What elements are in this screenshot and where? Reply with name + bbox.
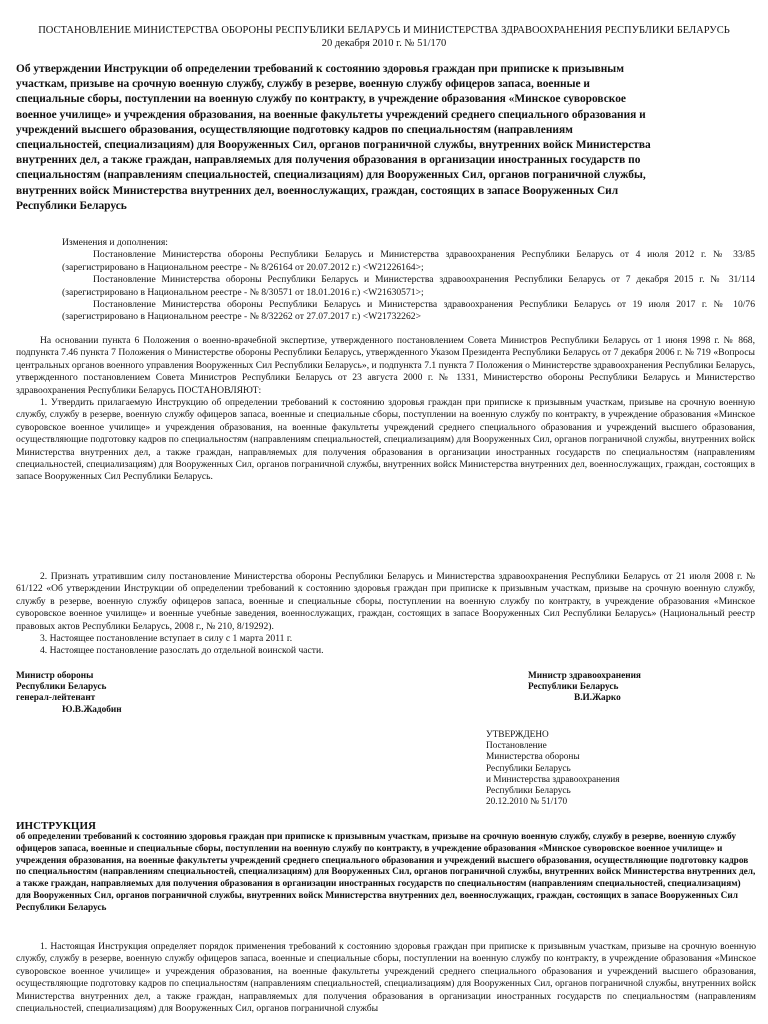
amendments-block (62, 237, 755, 324)
header-date: 20 декабря 2010 г. № 51/170 (321, 38, 447, 49)
instruction-paragraph-1: 1. Настоящая Инструкция определяет порядок применения требований к состоянию здоровья граждан при приписке к призывным участкам, призыве на срочную военную службу, службу в резерве, военную службу офицеров запаса, военные и специальные сборы, поступлении на военную службу по контракту, в учреждение образования «Минское суворовское военное училище» и учреждения образования, на военные факультеты учреждений среднего специального образования и учреждений высшего образования, осуществляющие подготовку кадров по специальностям (направлениям специальностей, специализациям) для Вооруженных Сил, органов пограничной службы, внутренних войск Министерства внутренних дел, а также граждан, направляемых для получения образования в организации иностранных государств по специальностям (направлениям специальностей, специализациям) для Вооруженных Сил, органов пограничной службы (16, 941, 756, 1015)
instruction-subtitle: об определении требований к состоянию здоровья граждан при приписке к призывным участкам, призыве на срочную военную службу, службу в резерве, военную службу офицеров запаса, военные и специальные сборы, поступлении на военную службу по контракту, в учреждение образования «Минское суворовское военное училище» и учреждения образования, на военные факультеты учреждений среднего специального образования и учреждений высшего образования, осуществляющие подготовку кадров по специальностям (направлениям специальностей, специализациям) для Вооруженных Сил, органов пограничной службы, внутренних войск Министерства внутренних дел, а также граждан, направляемых для получения образования в организации иностранных государств по специальностям (направлениям специальностей, специализациям) для Вооруженных Сил, органов пограничной службы, внутренних войск Министерства внутренних дел, военнослужащих, граждан, состоящих в запасе Вооруженных Сил Республики Беларусь (16, 832, 756, 913)
point-2-paragraph: 2. Признать утратившим силу постановление Министерства обороны Республики Беларусь и Министерства здравоохранения Республики Беларусь от 21 июля 2008 г. № 61/122 «Об утверждении Инструкции об определении требований к состоянию здоровья граждан при приписке к призывным участкам, призыве на срочную военную службу, службу в резерве, военную службу офицеров запаса, военные и специальные сборы, поступлении на военную службу по контракту, в учреждение образования «Минское суворовское военное училище» и военные учебные заведения, военнослужащих, граждан, состоящих в запасе Вооруженных Сил Республики Беларусь» (Национальный реестр правовых актов Республики Беларусь, 2008 г., № 210, 8/19292). (16, 571, 755, 632)
approval-stamp-block (486, 730, 620, 808)
signature-left-line-3: генерал-лейтенант (16, 693, 96, 704)
instruction-body (16, 941, 756, 1015)
signature-left-line-2: Республики Беларусь (16, 682, 107, 693)
signature-right-line-2: Республики Беларусь (528, 682, 619, 693)
approved-line-5: Республики Беларусь (486, 786, 571, 797)
signature-right-line-1: Министр здравоохранения (528, 671, 641, 681)
approved-line-1: Постановление (486, 741, 547, 752)
decree-subject: Об утверждении Инструкции об определении требований к состоянию здоровья граждан при приписке к призывным участкам, призыве на срочную военную службу, службу в резерве, военную службу офицеров запаса, военные и специальные сборы, поступлении на военную службу по контракту, в учреждение образования «Минское суворовское военное училище» и учреждения образования, на военные факультеты учреждений среднего специального образования и учреждений высшего образования, осуществляющие подготовку кадров по специальностям (направлениям специальностей, специализациям) для Вооруженных Сил, органов пограничной службы, внутренних войск Министерства внутренних дел, а также граждан, направляемых для получения образования в организации иностранных государств по специальностям (направлениям специальностей, специализациям) для Вооруженных Сил, органов пограничной службы, внутренних войск Министерства внутренних дел, военнослужащих, граждан, состоящих в запасе Вооруженных Сил Республики Беларусь (16, 63, 651, 212)
document-header (0, 24, 768, 50)
amendments-title: Изменения и дополнения: (62, 237, 168, 248)
approved-line-6: 20.12.2010 № 51/170 (486, 797, 568, 808)
signature-left-line-1: Министр обороны (16, 671, 94, 681)
amendment-item-1: Постановление Министерства обороны Республики Беларусь и Министерства здравоохранения Республики Беларусь от 4 июля 2012 г. № 33/85 (зарегистрировано в Национальном реестре - № 8/26164 от 20.07.2012 г.) <W21226164>; (62, 249, 755, 273)
point-1-paragraph: 1. Утвердить прилагаемую Инструкцию об определении требований к состоянию здоровья граждан при приписке к призывным участкам, призыве на срочную военную службу, службу в резерве, военную службу офицеров запаса, военные и специальные сборы, поступлении на военную службу по контракту, в учреждение образования «Минское суворовское военное училище» и учреждения образования, на военные факультеты учреждений среднего специального образования и учреждений высшего образования, осуществляющие подготовку кадров по специальностям (направлениям специальностей, специализациям) для Вооруженных Сил, органов пограничной службы, внутренних войск Министерства внутренних дел, а также граждан, направляемых для получения образования в организации иностранных государств по специальностям (направлениям специальностей, специализациям) для Вооруженных Сил, органов пограничной службы, внутренних войск Министерства внутренних дел, военнослужащих, граждан, состоящих в запасе Вооруженных Сил Республики Беларусь. (16, 397, 755, 483)
approved-line-4: и Министерства здравоохранения (486, 774, 620, 785)
point-3-paragraph: 3. Настоящее постановление вступает в силу с 1 марта 2011 г. (40, 633, 293, 645)
signature-left-name: Ю.В.Жадобин (62, 704, 122, 715)
amendment-item-2: Постановление Министерства обороны Республики Беларусь и Министерства здравоохранения Республики Беларусь от 7 декабря 2015 г. № 31/114 (зарегистрировано в Национальном реестре - № 8/30571 от 18.01.2016 г.) <W21630571>; (62, 274, 755, 298)
decree-body (16, 335, 755, 484)
decree-body-continued (16, 571, 755, 658)
signature-right-name: В.И.Жарко (574, 693, 621, 704)
point-4-paragraph: 4. Настоящее постановление разослать до отдельной воинской части. (40, 645, 324, 657)
preamble-paragraph: На основании пункта 6 Положения о военно-врачебной экспертизе, утвержденного постановлением Совета Министров Республики Беларусь от 1 июня 1998 г. № 868, подпункта 7.46 пункта 7 Положения о Министерстве обороны Республики Беларусь, утвержденного Указом Президента Республики Беларусь от 7 декабря 2006 г. № 719 «Вопросы центральных органов военного управления Вооруженных Сил Республики Беларусь», и подпункта 7.1 пункта 7 Положения о Министерстве здравоохранения Республики Беларусь, утвержденного постановлением Совета Министров Республики Беларусь от 23 августа 2000 г. № 1331, Министерство обороны Республики Беларусь и Министерство здравоохранения Республики Беларусь ПОСТАНОВЛЯЮТ: (16, 335, 755, 396)
instruction-title: ИНСТРУКЦИЯ (16, 820, 96, 832)
approved-line-3: Республики Беларусь (486, 763, 571, 774)
amendment-item-3: Постановление Министерства обороны Республики Беларусь и Министерства здравоохранения Республики Беларусь от 19 июля 2017 г. № 10/76 (зарегистрировано в Национальном реестре - № 8/32262 от 27.07.2017 г.) <W21732262> (62, 299, 755, 323)
approved-heading: УТВЕРЖДЕНО (486, 730, 549, 740)
approved-line-2: Министерства обороны (486, 752, 580, 763)
header-title: ПОСТАНОВЛЕНИЕ МИНИСТЕРСТВА ОБОРОНЫ РЕСПУБЛИКИ БЕЛАРУСЬ И МИНИСТЕРСТВА ЗДРАВООХРАНЕНИЯ РЕСПУБЛИКИ БЕЛАРУСЬ (38, 25, 730, 36)
signature-minister-defense (16, 671, 122, 716)
signature-minister-health (528, 671, 641, 705)
